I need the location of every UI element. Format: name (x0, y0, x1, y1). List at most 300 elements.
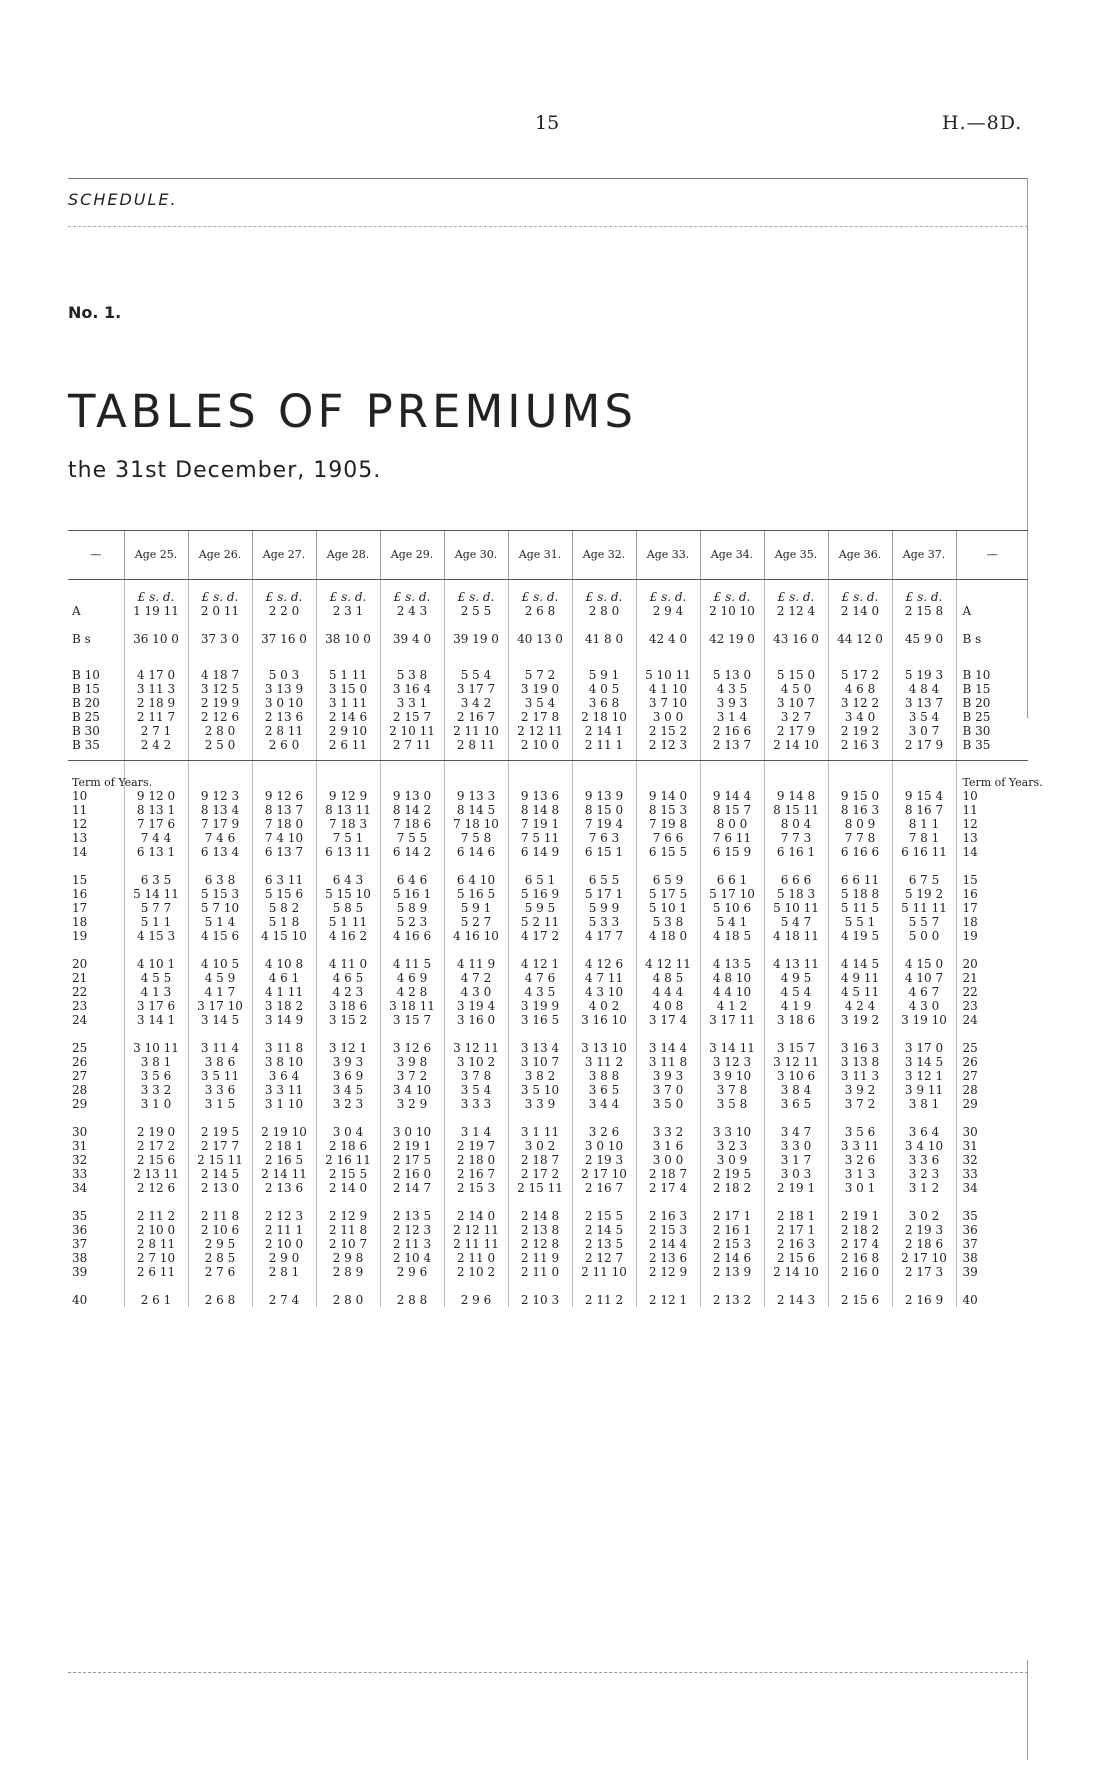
premium-cell: 3 11 2 (572, 1055, 636, 1069)
table-row (68, 1027, 1028, 1055)
premium-cell: 3 12 1 (892, 1069, 956, 1083)
premium-cell: 3 14 4 (636, 1027, 700, 1055)
premium-cell: 2 15 5 (572, 1195, 636, 1223)
row-label: 38 (72, 1251, 88, 1265)
units-row (68, 580, 1028, 605)
age-column-header: Age 27. (252, 531, 316, 580)
premium-cell: 4 18 0 (636, 929, 700, 943)
premium-cell: 2 14 6 (316, 710, 380, 724)
premium-cell: 3 0 0 (636, 710, 700, 724)
premium-cell: 2 13 8 (508, 1223, 572, 1237)
age-column-header: Age 34. (700, 531, 764, 580)
row-label: B 25 (72, 710, 100, 724)
premium-cell: 2 9 8 (316, 1251, 380, 1265)
premium-cell: 5 18 3 (764, 887, 828, 901)
table-row (68, 915, 1028, 929)
age-column-header: Age 29. (380, 531, 444, 580)
table-row (68, 1265, 1028, 1279)
premium-cell: 4 4 10 (700, 985, 764, 999)
row-label: 35 (72, 1209, 88, 1223)
table-row (68, 845, 1028, 859)
premium-cell: 5 0 3 (252, 662, 316, 682)
row-label-right: B 30 (956, 724, 1028, 738)
premium-cell: 3 3 6 (892, 1153, 956, 1167)
premium-cell: 6 5 9 (636, 859, 700, 887)
premium-cell: 5 10 11 (764, 901, 828, 915)
premium-cell: 8 15 11 (764, 803, 828, 817)
premium-cell: 3 10 11 (124, 1027, 188, 1055)
age-column-header: Age 25. (124, 531, 188, 580)
premium-cell: 2 6 0 (252, 738, 316, 761)
premium-cell: 2 12 11 (508, 724, 572, 738)
premium-cell: 8 15 0 (572, 803, 636, 817)
row-label: 23 (72, 999, 88, 1013)
age-column-header: Age 36. (828, 531, 892, 580)
premium-cell: 5 10 1 (636, 901, 700, 915)
premium-cell: 3 9 2 (828, 1083, 892, 1097)
units-cell: £ s. d. (828, 580, 892, 605)
premium-cell: 6 14 2 (380, 845, 444, 859)
premium-cell: 3 3 3 (444, 1097, 508, 1111)
table-row (68, 1237, 1028, 1251)
premium-cell: 6 15 5 (636, 845, 700, 859)
premium-cell: 2 5 5 (444, 604, 508, 632)
premium-cell: 2 19 0 (124, 1111, 188, 1139)
premium-cell: 4 3 10 (572, 985, 636, 999)
premium-cell: 3 7 2 (380, 1069, 444, 1083)
term-header-row (68, 761, 1028, 790)
row-label-right: 31 (956, 1139, 1028, 1153)
premium-cell: 3 10 7 (764, 696, 828, 710)
row-label: 14 (72, 845, 88, 859)
premium-cell: 2 12 6 (124, 1181, 188, 1195)
premium-cell: 2 8 0 (572, 604, 636, 632)
premium-cell: 44 12 0 (828, 632, 892, 662)
premium-cell: 2 13 0 (188, 1181, 252, 1195)
premium-cell: 2 15 11 (188, 1153, 252, 1167)
term-label-right: Term of Years. (956, 761, 1028, 790)
premium-cell: 37 16 0 (252, 632, 316, 662)
premium-cell: 2 4 2 (124, 738, 188, 761)
premium-cell: 2 16 0 (828, 1265, 892, 1279)
table-row (68, 724, 1028, 738)
premium-cell: 6 5 1 (508, 859, 572, 887)
row-label-right: 30 (956, 1111, 1028, 1139)
premium-cell: 2 19 2 (828, 724, 892, 738)
premium-cell: 3 9 11 (892, 1083, 956, 1097)
table-row (68, 887, 1028, 901)
premium-cell: 5 18 8 (828, 887, 892, 901)
premium-cell: 2 10 2 (444, 1265, 508, 1279)
row-label: 34 (72, 1181, 88, 1195)
premium-cell: 3 0 2 (892, 1195, 956, 1223)
table-row (68, 738, 1028, 761)
row-label-right: 13 (956, 831, 1028, 845)
premium-cell: 6 7 5 (892, 859, 956, 887)
premium-cell: 2 12 1 (636, 1279, 700, 1307)
premium-cell: 2 10 4 (380, 1251, 444, 1265)
premium-cell: 2 17 4 (828, 1237, 892, 1251)
premium-cell: 2 10 6 (188, 1223, 252, 1237)
premium-cell: 2 14 6 (700, 1251, 764, 1265)
premium-cell: 3 7 10 (636, 696, 700, 710)
premium-cell: 2 15 6 (764, 1251, 828, 1265)
row-label: B 35 (68, 738, 124, 761)
premium-cell: 2 6 8 (188, 1279, 252, 1307)
premium-cell: 2 19 5 (700, 1167, 764, 1181)
row-label: 40 (72, 1293, 88, 1307)
row-label: 20 (72, 957, 88, 971)
premium-cell: 4 1 3 (124, 985, 188, 999)
row-label: 29 (72, 1097, 88, 1111)
premium-cell: 2 17 9 (764, 724, 828, 738)
premium-cell: 2 12 3 (252, 1195, 316, 1223)
row-label: 26 (72, 1055, 88, 1069)
age-column-header: Age 35. (764, 531, 828, 580)
premium-cell: 3 0 9 (700, 1153, 764, 1167)
premium-cell: 2 15 2 (636, 724, 700, 738)
premium-cell: 2 7 11 (380, 738, 444, 761)
premium-cell: 2 13 6 (636, 1251, 700, 1265)
premium-cell: 5 17 1 (572, 887, 636, 901)
premium-cell: 5 16 9 (508, 887, 572, 901)
row-label-right: 10 (956, 789, 1028, 803)
premium-cell: 2 9 5 (188, 1237, 252, 1251)
row-label-right: 20 (956, 943, 1028, 971)
row-label-right: 19 (956, 929, 1028, 943)
premium-cell: 2 19 1 (764, 1181, 828, 1195)
premium-cell: 7 18 3 (316, 817, 380, 831)
age-column-header: Age 30. (444, 531, 508, 580)
premium-cell: 3 19 0 (508, 682, 572, 696)
premium-cell: 5 7 7 (124, 901, 188, 915)
premium-cell: 5 9 1 (444, 901, 508, 915)
premium-cell: 3 17 7 (444, 682, 508, 696)
premium-cell: 9 15 0 (828, 789, 892, 803)
premium-cell: 7 6 11 (700, 831, 764, 845)
row-label-right: 23 (956, 999, 1028, 1013)
premium-cell: 4 11 0 (316, 943, 380, 971)
premium-cell: 3 0 1 (828, 1181, 892, 1195)
row-label: 39 (72, 1265, 88, 1279)
premium-cell: 3 2 9 (380, 1097, 444, 1111)
premium-cell: 3 5 4 (892, 710, 956, 724)
premium-cell: 7 7 3 (764, 831, 828, 845)
premium-cell: 2 11 2 (572, 1279, 636, 1307)
premium-cell: 2 16 1 (700, 1223, 764, 1237)
premium-cell: 7 6 6 (636, 831, 700, 845)
row-label: 31 (72, 1139, 88, 1153)
premium-cell: 3 9 3 (316, 1055, 380, 1069)
premium-cell: 3 16 4 (380, 682, 444, 696)
premium-cell: 3 1 2 (892, 1181, 956, 1195)
frame-right-rule-lower (1027, 1660, 1028, 1760)
premium-cell: 2 18 7 (636, 1167, 700, 1181)
premium-cell: 4 1 7 (188, 985, 252, 999)
premium-cell: 2 17 8 (508, 710, 572, 724)
premium-cell: 2 13 9 (700, 1265, 764, 1279)
premium-cell: 4 15 10 (252, 929, 316, 943)
premium-cell: 3 2 3 (700, 1139, 764, 1153)
premium-cell: 7 18 10 (444, 817, 508, 831)
premium-cell: 38 10 0 (316, 632, 380, 662)
table-row (68, 1013, 1028, 1027)
premium-cell: 8 0 9 (828, 817, 892, 831)
row-label-right: B 15 (956, 682, 1028, 696)
premium-cell: 6 3 5 (124, 859, 188, 887)
row-label-right: 39 (956, 1265, 1028, 1279)
premium-cell: 7 18 6 (380, 817, 444, 831)
term-spacer (572, 761, 636, 790)
premium-cell: 8 13 7 (252, 803, 316, 817)
premiums-table (68, 530, 1043, 1307)
premium-cell: 2 14 1 (572, 724, 636, 738)
header-row (68, 531, 1028, 580)
units-cell: £ s. d. (124, 580, 188, 605)
premium-cell: 2 18 1 (764, 1195, 828, 1223)
premium-cell: 2 19 10 (252, 1111, 316, 1139)
premium-cell: 6 14 9 (508, 845, 572, 859)
premium-cell: 2 13 7 (700, 738, 764, 761)
row-label-right: 40 (956, 1279, 1028, 1307)
premium-cell: 9 14 4 (700, 789, 764, 803)
premium-cell: 45 9 0 (892, 632, 956, 662)
premium-cell: 2 14 0 (316, 1181, 380, 1195)
premium-cell: 3 10 7 (508, 1055, 572, 1069)
row-label: B 20 (72, 696, 100, 710)
premium-cell: 3 7 2 (828, 1097, 892, 1111)
premium-cell: 3 1 11 (316, 696, 380, 710)
term-spacer (252, 761, 316, 790)
table-row (68, 1069, 1028, 1083)
row-label-right: 36 (956, 1223, 1028, 1237)
row-label: 17 (72, 901, 88, 915)
premium-cell: 4 1 2 (700, 999, 764, 1013)
premium-cell: 3 1 0 (124, 1097, 188, 1111)
premium-cell: 3 5 4 (444, 1083, 508, 1097)
term-spacer (508, 761, 572, 790)
term-spacer (380, 761, 444, 790)
premium-cell: 5 15 10 (316, 887, 380, 901)
premium-cell: 2 15 5 (316, 1167, 380, 1181)
term-spacer (188, 761, 252, 790)
row-label-right: 15 (956, 859, 1028, 887)
table-row (68, 696, 1028, 710)
premium-cell: 2 12 7 (572, 1251, 636, 1265)
premium-cell: 2 14 10 (764, 1265, 828, 1279)
premium-cell: 3 2 3 (892, 1167, 956, 1181)
premium-cell: 2 17 2 (124, 1139, 188, 1153)
units-cell: £ s. d. (444, 580, 508, 605)
row-label-right: 28 (956, 1083, 1028, 1097)
premium-cell: 3 15 7 (764, 1027, 828, 1055)
premium-cell: 9 13 6 (508, 789, 572, 803)
premium-cell: 2 6 11 (124, 1265, 188, 1279)
row-label: A (72, 604, 81, 618)
premium-cell: 3 6 4 (252, 1069, 316, 1083)
premium-cell: 5 3 8 (636, 915, 700, 929)
premium-cell: 8 14 8 (508, 803, 572, 817)
premium-cell: 3 14 11 (700, 1027, 764, 1055)
premium-cell: 5 5 4 (444, 662, 508, 682)
premium-cell: 2 11 10 (444, 724, 508, 738)
premium-cell: 2 18 0 (444, 1153, 508, 1167)
row-label-right: 16 (956, 887, 1028, 901)
premium-cell: 8 13 11 (316, 803, 380, 817)
premium-cell: 4 6 7 (892, 985, 956, 999)
premium-cell: 2 8 8 (380, 1279, 444, 1307)
premium-cell: 3 0 10 (572, 1139, 636, 1153)
premium-cell: 3 8 1 (124, 1055, 188, 1069)
premium-cell: 5 2 3 (380, 915, 444, 929)
premium-cell: 2 10 0 (508, 738, 572, 761)
premium-cell: 3 5 0 (636, 1097, 700, 1111)
table-row (68, 971, 1028, 985)
premium-cell: 4 1 11 (252, 985, 316, 999)
premium-cell: 5 9 5 (508, 901, 572, 915)
premium-cell: 6 16 6 (828, 845, 892, 859)
premium-cell: 2 11 3 (380, 1237, 444, 1251)
row-label-right: B s (956, 632, 1028, 662)
premium-cell: 4 7 2 (444, 971, 508, 985)
table-row (68, 901, 1028, 915)
units-spacer-right (956, 580, 1028, 605)
table-row (68, 1055, 1028, 1069)
premium-cell: 2 16 11 (316, 1153, 380, 1167)
premium-cell: 3 5 6 (124, 1069, 188, 1083)
table-row (68, 1195, 1028, 1223)
row-label: 32 (72, 1153, 88, 1167)
premium-cell: 8 16 7 (892, 803, 956, 817)
age-column-header: Age 33. (636, 531, 700, 580)
premium-cell: 3 13 7 (892, 696, 956, 710)
premium-cell: 4 18 7 (188, 662, 252, 682)
premium-cell: 5 8 2 (252, 901, 316, 915)
premium-cell: 8 13 4 (188, 803, 252, 817)
age-column-header: Age 32. (572, 531, 636, 580)
premium-cell: 3 7 8 (444, 1069, 508, 1083)
premium-cell: 7 4 4 (124, 831, 188, 845)
premium-cell: 3 9 3 (636, 1069, 700, 1083)
premium-cell: 2 9 0 (252, 1251, 316, 1265)
premium-cell: 2 11 1 (252, 1223, 316, 1237)
premium-cell: 3 16 0 (444, 1013, 508, 1027)
table-row (68, 662, 1028, 682)
premium-cell: 4 15 0 (892, 943, 956, 971)
premium-cell: 2 15 3 (636, 1223, 700, 1237)
premium-cell: 5 15 6 (252, 887, 316, 901)
premium-cell: 2 11 11 (444, 1237, 508, 1251)
premium-cell: 2 14 4 (636, 1237, 700, 1251)
premium-cell: 4 5 4 (764, 985, 828, 999)
premium-cell: 2 19 1 (828, 1195, 892, 1223)
premium-cell: 3 1 4 (700, 710, 764, 724)
premium-cell: 2 3 1 (316, 604, 380, 632)
premium-cell: 43 16 0 (764, 632, 828, 662)
row-label: 12 (72, 817, 88, 831)
premium-cell: 2 12 6 (188, 710, 252, 724)
premium-cell: 2 17 2 (508, 1167, 572, 1181)
premium-cell: 4 8 10 (700, 971, 764, 985)
premium-cell: 7 6 3 (572, 831, 636, 845)
premium-cell: 9 12 9 (316, 789, 380, 803)
premium-cell: 2 6 8 (508, 604, 572, 632)
premium-cell: 3 12 2 (828, 696, 892, 710)
premium-cell: 3 4 4 (572, 1097, 636, 1111)
premium-cell: 2 11 0 (508, 1265, 572, 1279)
premium-cell: 3 17 4 (636, 1013, 700, 1027)
premium-cell: 6 4 10 (444, 859, 508, 887)
premium-cell: 4 16 6 (380, 929, 444, 943)
premium-cell: 3 13 10 (572, 1027, 636, 1055)
premium-cell: 6 16 11 (892, 845, 956, 859)
premium-cell: 3 0 10 (380, 1111, 444, 1139)
premium-cell: 3 5 11 (188, 1069, 252, 1083)
premium-cell: 4 16 2 (316, 929, 380, 943)
table-row (68, 604, 1028, 632)
premium-cell: 3 5 10 (508, 1083, 572, 1097)
premium-cell: 7 5 5 (380, 831, 444, 845)
premium-cell: 3 13 9 (252, 682, 316, 696)
premium-cell: 3 12 1 (316, 1027, 380, 1055)
premium-cell: 6 4 6 (380, 859, 444, 887)
units-spacer (68, 580, 124, 605)
premium-cell: 2 16 6 (700, 724, 764, 738)
premium-cell: 2 12 9 (636, 1265, 700, 1279)
row-label: 19 (72, 929, 88, 943)
premium-cell: 8 0 0 (700, 817, 764, 831)
premium-cell: 2 18 2 (700, 1181, 764, 1195)
premium-cell: 3 19 4 (444, 999, 508, 1013)
table-body (68, 580, 1043, 1308)
premium-cell: 4 11 9 (444, 943, 508, 971)
premium-cell: 2 14 5 (572, 1223, 636, 1237)
premium-cell: 3 7 8 (700, 1083, 764, 1097)
premium-cell: 4 11 5 (380, 943, 444, 971)
premium-cell: 2 17 7 (188, 1139, 252, 1153)
premium-cell: 6 6 1 (700, 859, 764, 887)
premium-cell: 5 9 1 (572, 662, 636, 682)
premium-cell: 3 3 2 (636, 1111, 700, 1139)
premium-cell: 5 11 5 (828, 901, 892, 915)
premium-cell: 4 8 4 (892, 682, 956, 696)
row-label-right: 17 (956, 901, 1028, 915)
premium-cell: 3 9 8 (380, 1055, 444, 1069)
premium-cell: 2 8 11 (252, 724, 316, 738)
premium-cell: 2 17 10 (572, 1167, 636, 1181)
premium-cell: 6 13 11 (316, 845, 380, 859)
premium-cell: 7 19 8 (636, 817, 700, 831)
term-spacer (700, 761, 764, 790)
premium-cell: 2 8 1 (252, 1265, 316, 1279)
premium-cell: 7 5 1 (316, 831, 380, 845)
premium-cell: 3 2 6 (572, 1111, 636, 1139)
premium-cell: 3 4 0 (828, 710, 892, 724)
row-label: B 10 (72, 668, 100, 682)
premium-cell: 4 15 6 (188, 929, 252, 943)
premium-cell: 6 13 4 (188, 845, 252, 859)
schedule-label: SCHEDULE. (68, 190, 178, 209)
row-label: 37 (72, 1237, 88, 1251)
term-spacer (444, 761, 508, 790)
premium-cell: 5 17 10 (700, 887, 764, 901)
premium-cell: 9 13 3 (444, 789, 508, 803)
premium-cell: 2 18 1 (252, 1139, 316, 1153)
row-label-right: 29 (956, 1097, 1028, 1111)
premium-cell: 5 1 1 (124, 915, 188, 929)
header-left-dash: — (68, 531, 124, 580)
premium-cell: 4 6 5 (316, 971, 380, 985)
